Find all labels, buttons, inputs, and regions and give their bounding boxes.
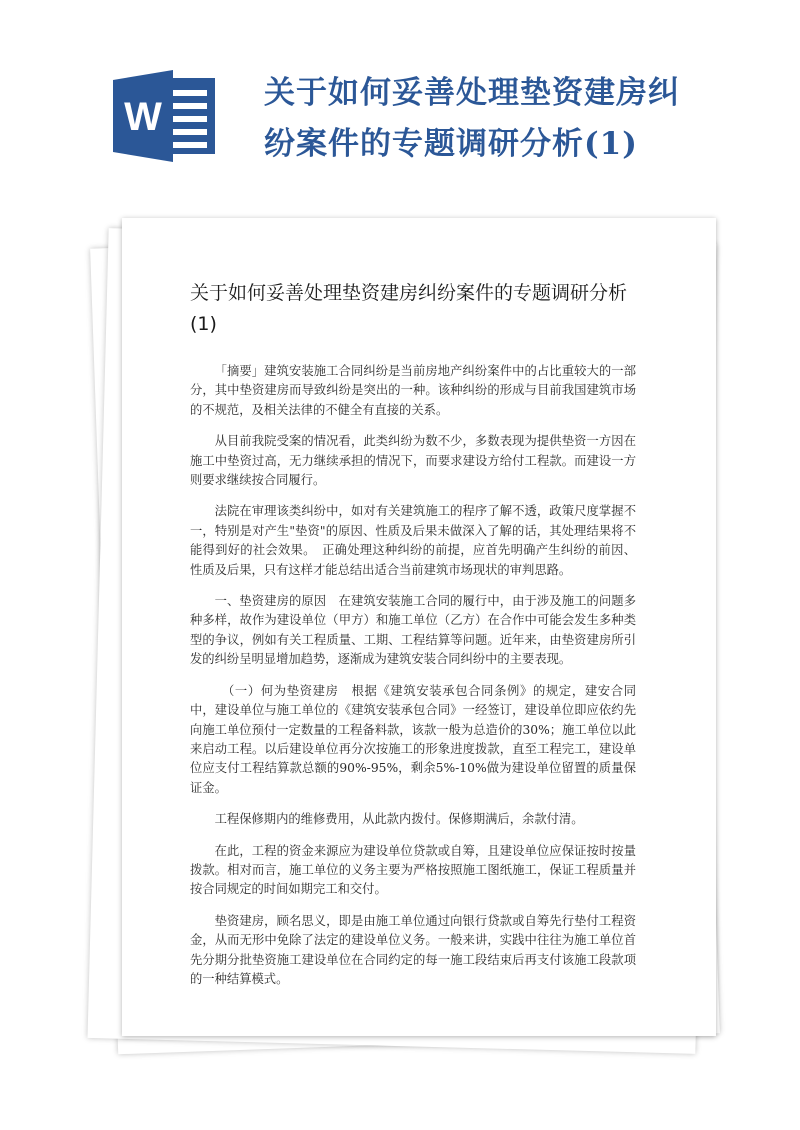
paragraph: （一）何为垫资建房 根据《建筑安装承包合同条例》的规定，建安合同中，建设单位与施工单位的《建筑安装承包合同》一经签订，建设单位即应依约先向施工单位预付一定数量的工程备料款，该款一般为总造价的30%；施工单位以此来启动工程。以后建设单位再分次按施工的形象进度拨款，直至工程完工，建设单位应支付工程结算款总额的90%-95%，剩余5%-10%做为建设单位留置的质量保证金。 — [190, 683, 636, 795]
header — [0, 0, 800, 210]
document-title — [264, 68, 744, 170]
title-line-1: 关于如何妥善处理垫资建房纠 — [264, 75, 680, 111]
paragraph: 法院在审理该类纠纷中，如对有关建筑施工的程序了解不透，政策尺度掌握不一，特别是对产生"垫资"的原因、性质及后果未做深入了解的话，其处理结果将不能得到好的社会效果。 正确处理这种纠纷的前提，应首先明确产生纠纷的前因、性质及后果，只有这样才能总结出适合当前建筑市场现状的审判思路。 — [190, 504, 636, 577]
paragraph: 工程保修期内的维修费用，从此款内拨付。保修期满后，余款付清。 — [214, 812, 584, 827]
paragraph: 从目前我院受案的情况看，此类纠纷为数不少，多数表现为提供垫资一方因在施工中垫资过高，无力继续承担的情况下，而要求建设方给付工程款。而建设一方则要求继续按合同履行。 — [190, 434, 636, 488]
page-content — [190, 278, 636, 1001]
title-line-2: 纷案件的专题调研分析(1) — [264, 126, 638, 162]
paragraph: 垫资建房，顾名思义，即是由施工单位通过向银行贷款或自筹先行垫付工程资金，从而无形中免除了法定的建设单位义务。一般来讲，实践中往往为施工单位首先分期分批垫资施工建设单位在合同约定的每一施工段结束后再支付该施工段款项的一种结算模式。 — [190, 913, 636, 986]
paragraph: 在此，工程的资金来源应为建设单位贷款或自筹，且建设单位应保证按时按量拨款。相对而言，施工单位的义务主要为严格按照施工图纸施工，保证工程质量并按合同规定的时间如期完工和交付。 — [190, 843, 636, 897]
word-document-icon — [113, 70, 215, 162]
paragraph: 「摘要」建筑安装施工合同纠纷是当前房地产纠纷案件中的占比重较大的一部分，其中垫资建房而导致纠纷是突出的一种。该种纠纷的形成与目前我国建筑市场的不规范，及相关法律的不健全有直接的关系。 — [190, 364, 636, 417]
paragraph: 一、垫资建房的原因 在建筑安装施工合同的履行中，由于涉及施工的问题多种多样，故作为建设单位（甲方）和施工单位（乙方）在合作中可能会发生多种类型的争议，例如有关工程质量、工期、工程结算等问题。近年来，由垫资建房所引发的纠纷呈明显增加趋势，逐渐成为建筑安装合同纠纷中的主要表现。 — [190, 594, 636, 667]
svg-text:W: W — [124, 95, 162, 139]
page-heading: 关于如何妥善处理垫资建房纠纷案件的专题调研分析(1) — [190, 282, 628, 335]
